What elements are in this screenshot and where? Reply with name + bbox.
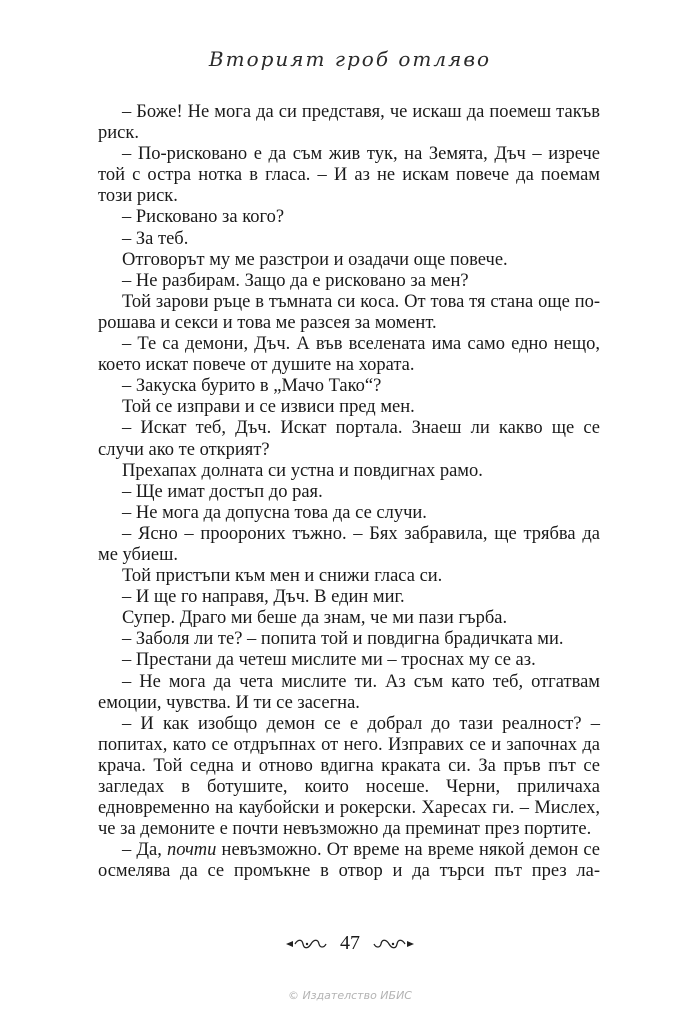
- body-text: [98, 102, 600, 882]
- paragraph-8: – Те са демони, Дъч. А във вселената има само едно нещо, което искат повече от душите на хората.: [98, 334, 600, 376]
- page-folio: [0, 932, 700, 955]
- page-number: 47: [340, 932, 360, 954]
- paragraph-22: – И как изобщо демон се е добрал до тази реалност? – попитах, като се отдръпнах от него. Изправих се и започнах да крача. Той седна и отново вдигна краката си. За пръв път се загледах в ботушите, които носеше. Черни, приличаха едновременно на каубойски и рокерски. Харесах ги. – Мислех, че за демоните е почти невъзможно да преминат през портите.: [98, 713, 600, 840]
- scroll-ornament-icon: [285, 938, 327, 950]
- paragraph-23-start: – Да,: [122, 840, 167, 861]
- paragraph-1: – Боже! Не мога да си представя, че искаш да поемеш такъв риск.: [98, 102, 600, 144]
- paragraph-6: – Не разбирам. Защо да е рисковано за мен?: [122, 270, 469, 291]
- paragraph-21: – Не мога да чета мислите ти. Аз съм като теб, отгатвам емоции, чувства. И ти се засегна.: [98, 671, 600, 713]
- paragraph-11: – Искат теб, Дъч. Искат портала. Знаеш ли какво ще се случи ако те открият?: [98, 418, 600, 460]
- scroll-ornament-icon: [373, 938, 415, 950]
- copyright-notice: © Издателство ИБИС: [288, 989, 412, 1002]
- paragraph-2: – По-рисковано е да съм жив тук, на Земята, Дъч – изрече той с остра нотка в гласа. – И аз не искам повече да поемам този риск.: [98, 144, 600, 207]
- paragraph-13: – Ще имат достъп до рая.: [122, 481, 323, 502]
- paragraph-18: Супер. Драго ми беше да знам, че ми пази гърба.: [122, 608, 508, 629]
- paragraph-5: Отговорът му ме разстрои и озадачи още повече.: [122, 249, 508, 270]
- paragraph-14: – Не мога да допусна това да се случи.: [122, 502, 427, 523]
- emphasis-word: почти: [166, 840, 217, 861]
- paragraph-20: – Престани да четеш мислите ми – троснах му се аз.: [122, 650, 536, 671]
- paragraph-3: – Рисковано за кого?: [122, 207, 285, 228]
- paragraph-15: – Ясно – проороних тъжно. – Бях забравила, ще трябва да ме убиеш.: [98, 523, 600, 565]
- paragraph-9: – Закуска бурито в „Мачо Тако“?: [122, 376, 382, 397]
- paragraph-19: – Заболя ли те? – попита той и повдигна брадичката ми.: [122, 629, 564, 650]
- paragraph-23: [98, 840, 600, 882]
- paragraph-7: Той зарови ръце в тъмната си коса. От това тя стана още по-рошава и секси и това ме разсея за момент.: [98, 291, 600, 333]
- paragraph-17: – И ще го направя, Дъч. В един миг.: [122, 587, 405, 608]
- paragraph-12: Прехапах долната си устна и повдигнах рамо.: [122, 460, 483, 481]
- running-title: Вторият гроб отляво: [208, 47, 492, 71]
- paragraph-23-end: невъзможно. От време на време някой демон се осмелява да се промъкне в отвор и да търси път през ла-: [98, 840, 600, 882]
- paragraph-10: Той се изправи и се извиси пред мен.: [122, 397, 415, 418]
- paragraph-4: – За теб.: [122, 228, 189, 249]
- paragraph-16: Той пристъпи към мен и снижи гласа си.: [122, 566, 443, 587]
